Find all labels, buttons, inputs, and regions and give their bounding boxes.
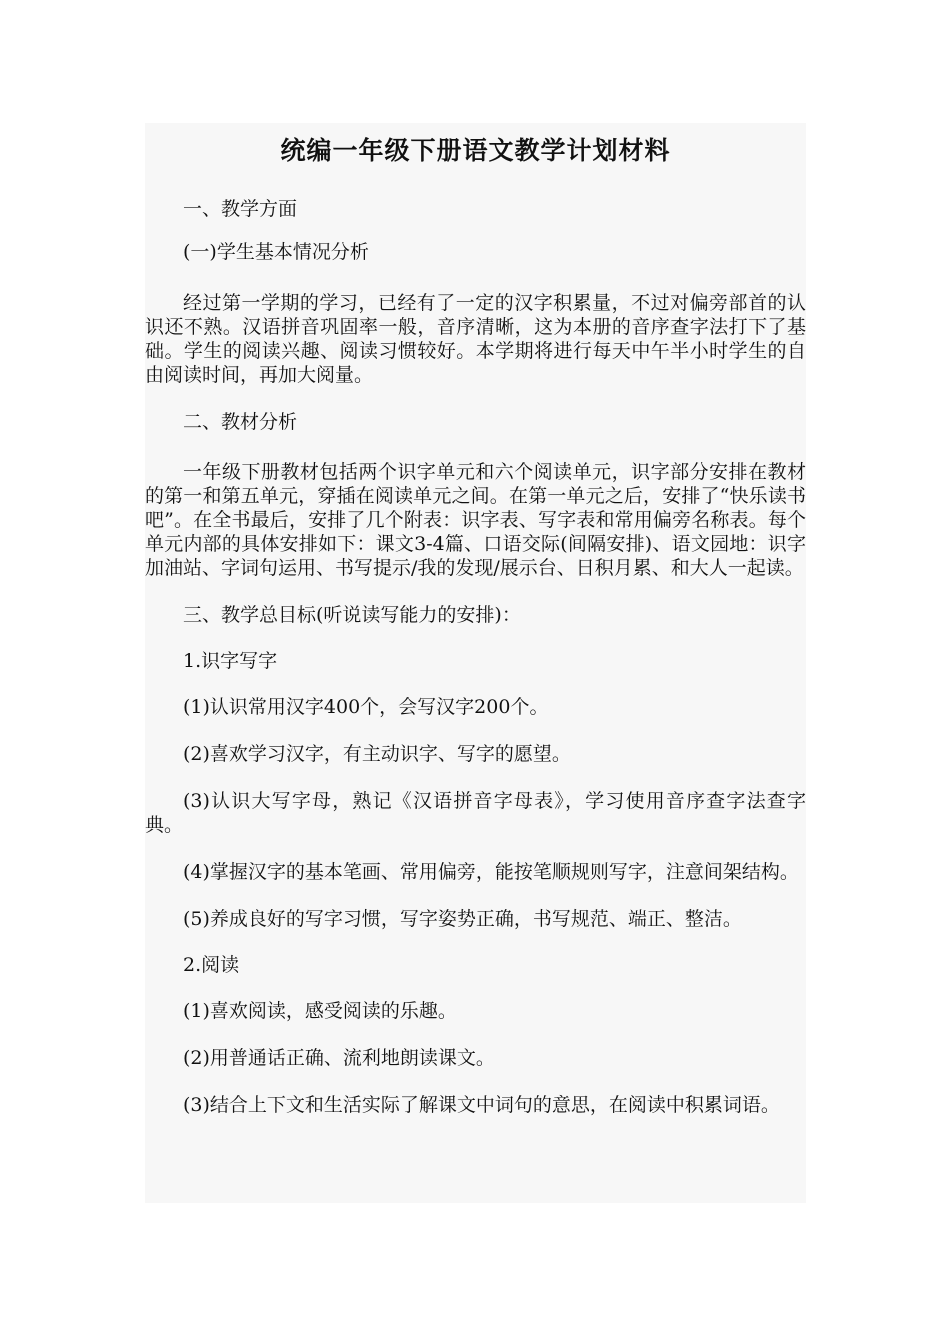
list-item: (3)认识大写字母，熟记《汉语拼音字母表》，学习使用音序查字法查字典。 [145,790,806,836]
subsection-heading: 2.阅读 [183,954,240,976]
list-item: (1)认识常用汉字400个，会写汉字200个。 [183,696,549,718]
list-item: (3)结合上下文和生活实际了解课文中词句的意思，在阅读中积累词语。 [183,1094,780,1116]
subsection-heading: 1.识字写字 [183,650,278,672]
section-heading: 一、教学方面 [183,198,298,220]
body-paragraph: 经过第一学期的学习，已经有了一定的汉字积累量，不过对偏旁部首的认识还不熟。汉语拼音巩固率一般，音序清晰，这为本册的音序查字法打下了基础。学生的阅读兴趣、阅读习惯较好。本学期将进行每天中午半小时学生的自由阅读时间，再加大阅量。 [145,292,806,386]
body-paragraph: 一年级下册教材包括两个识字单元和六个阅读单元，识字部分安排在教材的第一和第五单元，穿插在阅读单元之间。在第一单元之后，安排了“快乐读书吧”。在全书最后，安排了几个附表：识字表、写字表和常用偏旁名称表。每个单元内部的具体安排如下：课文3-4篇、口语交际(间隔安排)、语文园地：识字加油站、字词句运用、书写提示/我的发现/展示台、日积月累、和大人一起读。 [145,461,806,579]
document-title: 统编一年级下册语文教学计划材料 [280,136,671,165]
list-item: (2)用普通话正确、流利地朗读课文。 [183,1047,495,1069]
list-item: (2)喜欢学习汉字，有主动识字、写字的愿望。 [183,743,571,765]
section-heading: 三、教学总目标(听说读写能力的安排)： [183,604,521,626]
document-page [145,123,806,1203]
list-item: (5)养成良好的写字习惯，写字姿势正确，书写规范、端正、整洁。 [183,908,742,930]
list-item: (4)掌握汉字的基本笔画、常用偏旁，能按笔顺规则写字，注意间架结构。 [183,861,799,883]
list-item: (1)喜欢阅读，感受阅读的乐趣。 [183,1000,457,1022]
section-heading: 二、教材分析 [183,411,298,433]
subsection-heading: (一)学生基本情况分析 [183,241,369,263]
